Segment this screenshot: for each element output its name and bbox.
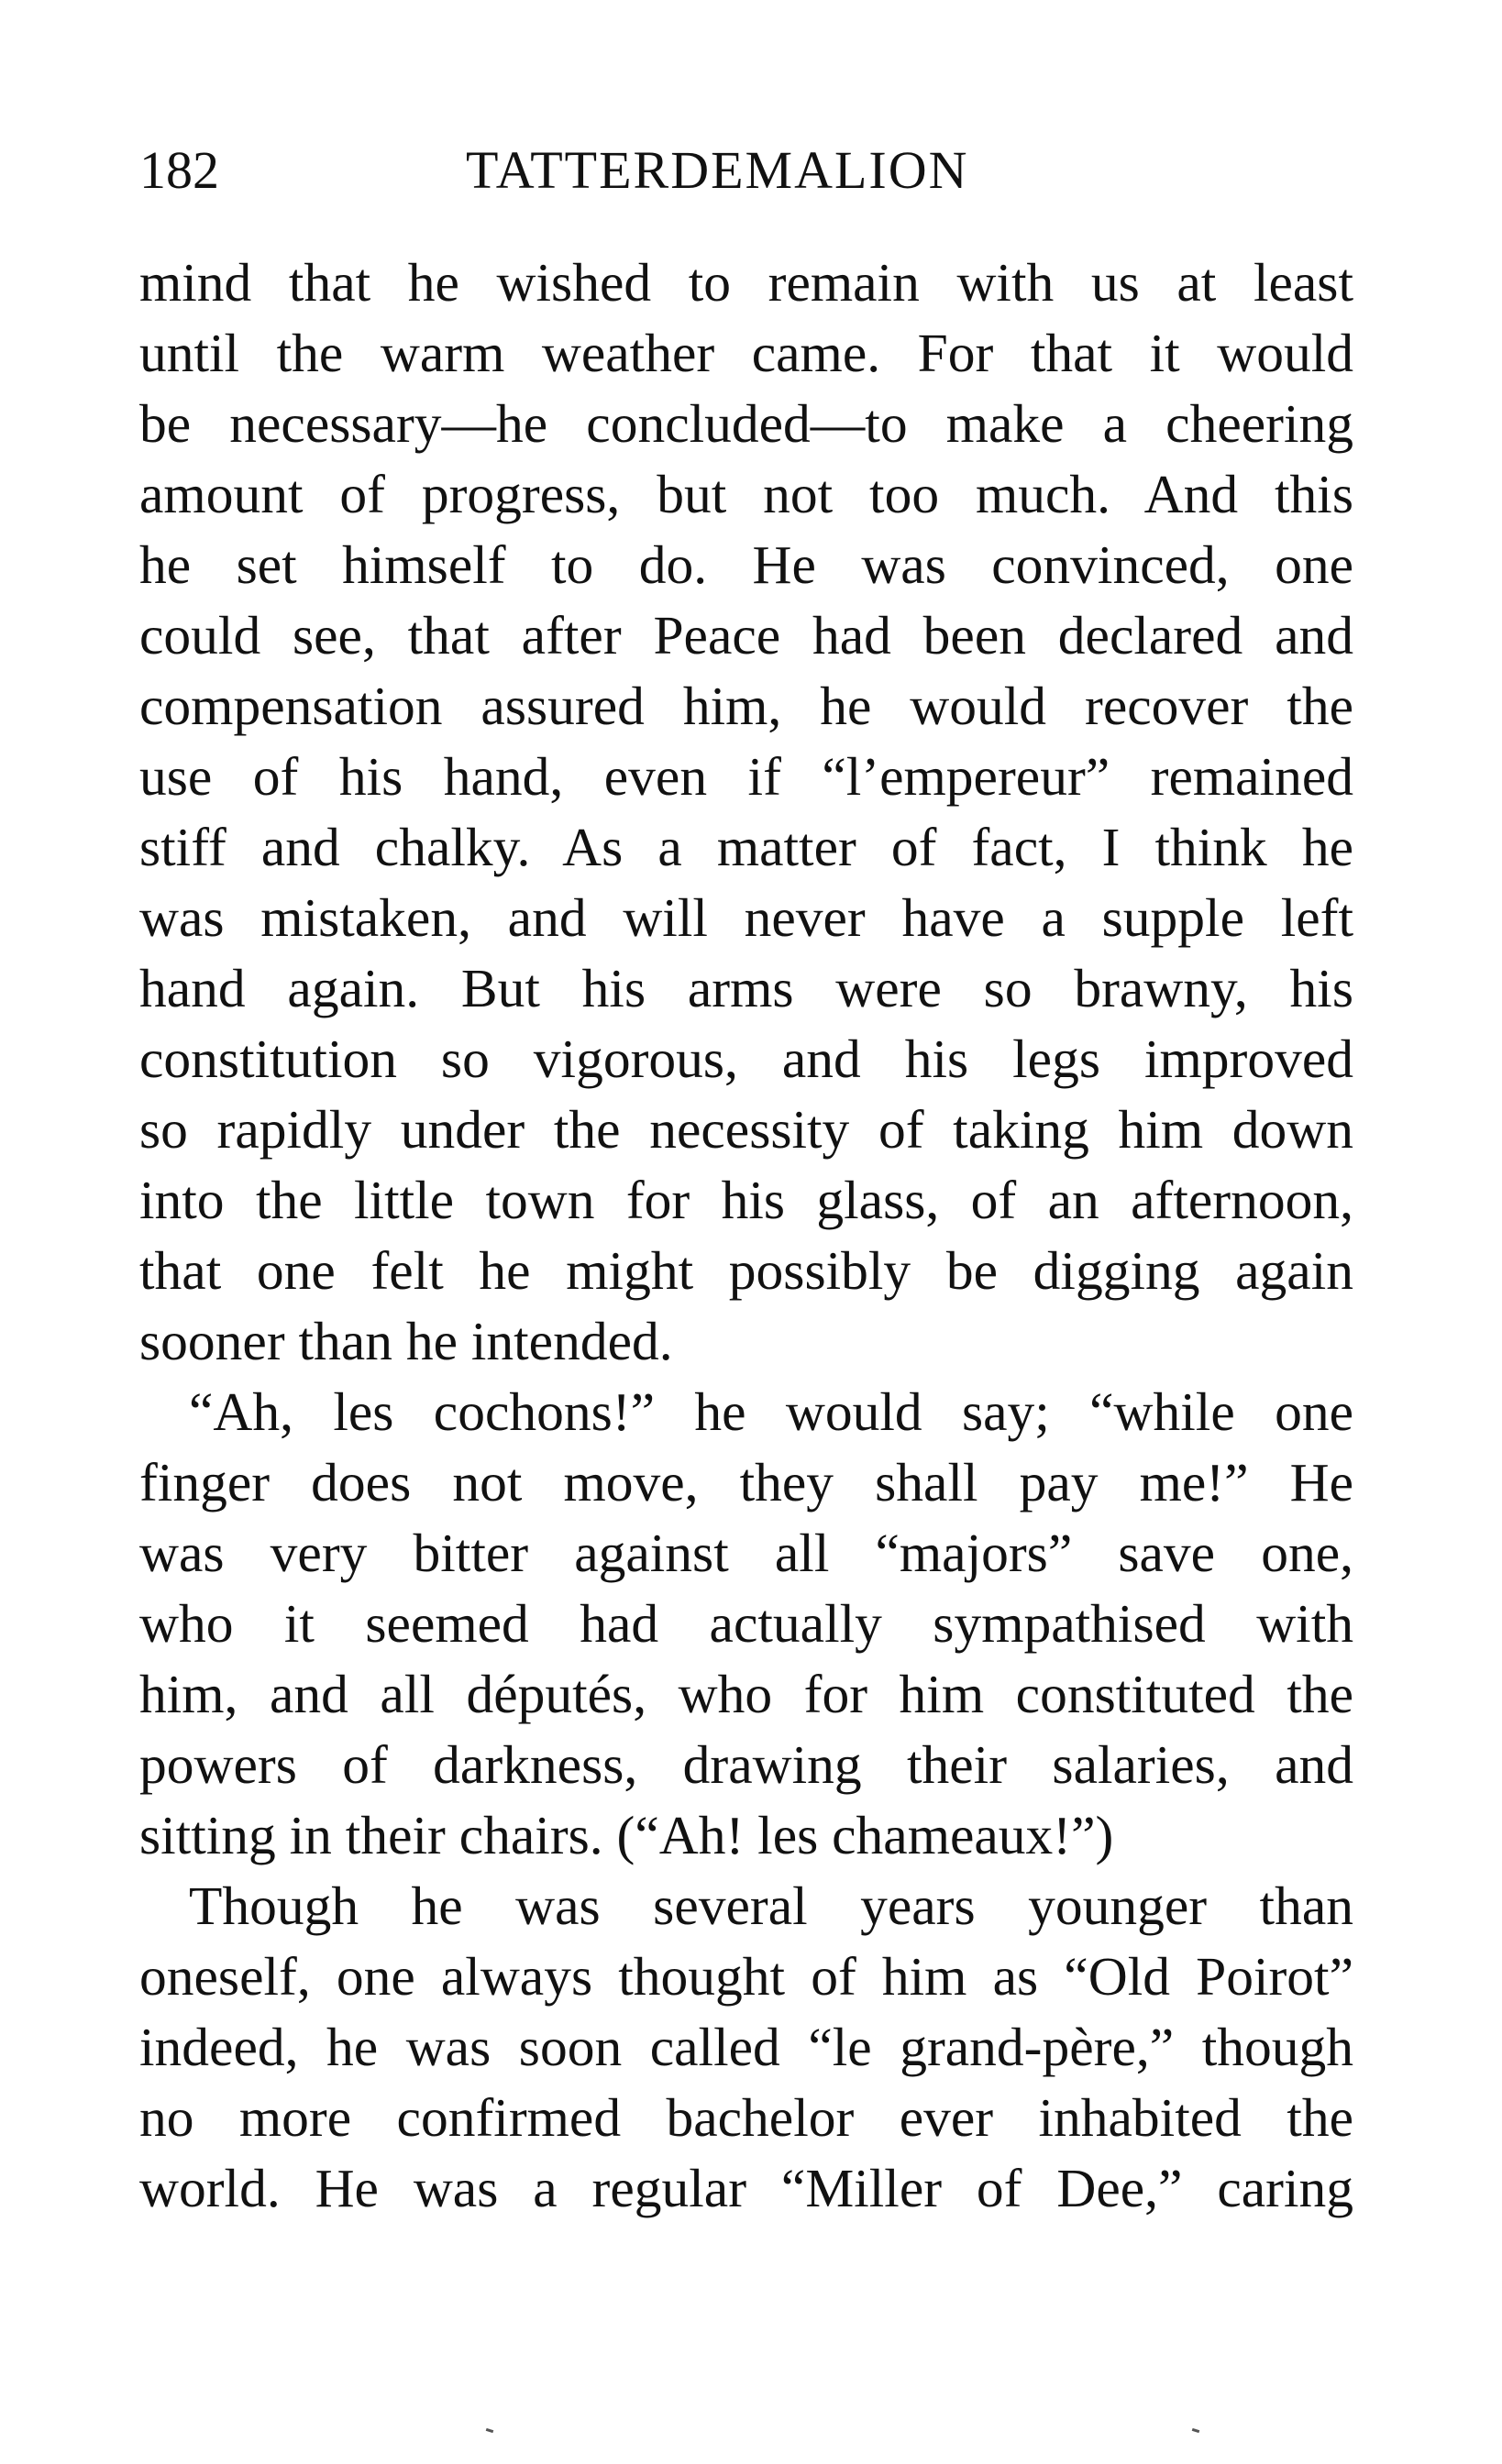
text-line: “Ah, les cochons!” he would say; “while one [189,1381,1353,1442]
text-line: no more confirmed bachelor ever inhabited the [139,2087,1353,2148]
text-line: that one felt he might possibly be digging again [139,1240,1353,1301]
text-line: was very bitter against all “majors” save one, [139,1523,1353,1583]
text-line: world. He was a regular “Miller of Dee,” caring [139,2158,1353,2218]
text-line: who it seemed had actually sympathised with [139,1593,1353,1654]
scan-speck [1192,2428,1200,2433]
text-line: oneself, one always thought of him as “Old Poirot” [139,1946,1353,2007]
text-line: Though he was several years younger than [189,1876,1353,1936]
text-line: be necessary—he concluded—to make a cheering [139,393,1353,454]
text-line: stiff and chalky. As a matter of fact, I think he [139,817,1353,877]
text-line: constitution so vigorous, and his legs improved [139,1028,1353,1089]
page-number: 182 [139,140,219,200]
scan-speck [486,2428,494,2433]
running-title: TATTERDEMALION [466,140,969,200]
text-line: indeed, he was soon called “le grand-père,” though [139,2017,1353,2077]
text-line: sooner than he intended. [139,1311,673,1371]
text-line: was mistaken, and will never have a supple left [139,887,1353,948]
text-line: he set himself to do. He was convinced, one [139,534,1353,595]
text-line: could see, that after Peace had been declared and [139,605,1353,666]
text-line: until the warm weather came. For that it would [139,323,1353,383]
text-line: finger does not move, they shall pay me!” He [139,1452,1353,1512]
text-line: hand again. But his arms were so brawny, his [139,958,1353,1018]
text-line: use of his hand, even if “l’empereur” remained [139,746,1353,807]
running-header [139,134,1368,207]
text-line: powers of darkness, drawing their salaries, and [139,1734,1353,1795]
text-line: mind that he wished to remain with us at least [139,252,1353,313]
body-text [139,248,1353,2224]
scan-artifacts [477,2429,1210,2438]
text-line: sitting in their chairs. (“Ah! les chameaux!”) [139,1805,1114,1865]
text-line: him, and all députés, who for him constituted the [139,1664,1353,1724]
text-line: into the little town for his glass, of an afternoon, [139,1170,1353,1230]
text-line: amount of progress, but not too much. And this [139,464,1353,524]
text-line: compensation assured him, he would recover the [139,676,1353,736]
text-line: so rapidly under the necessity of taking him down [139,1099,1353,1160]
